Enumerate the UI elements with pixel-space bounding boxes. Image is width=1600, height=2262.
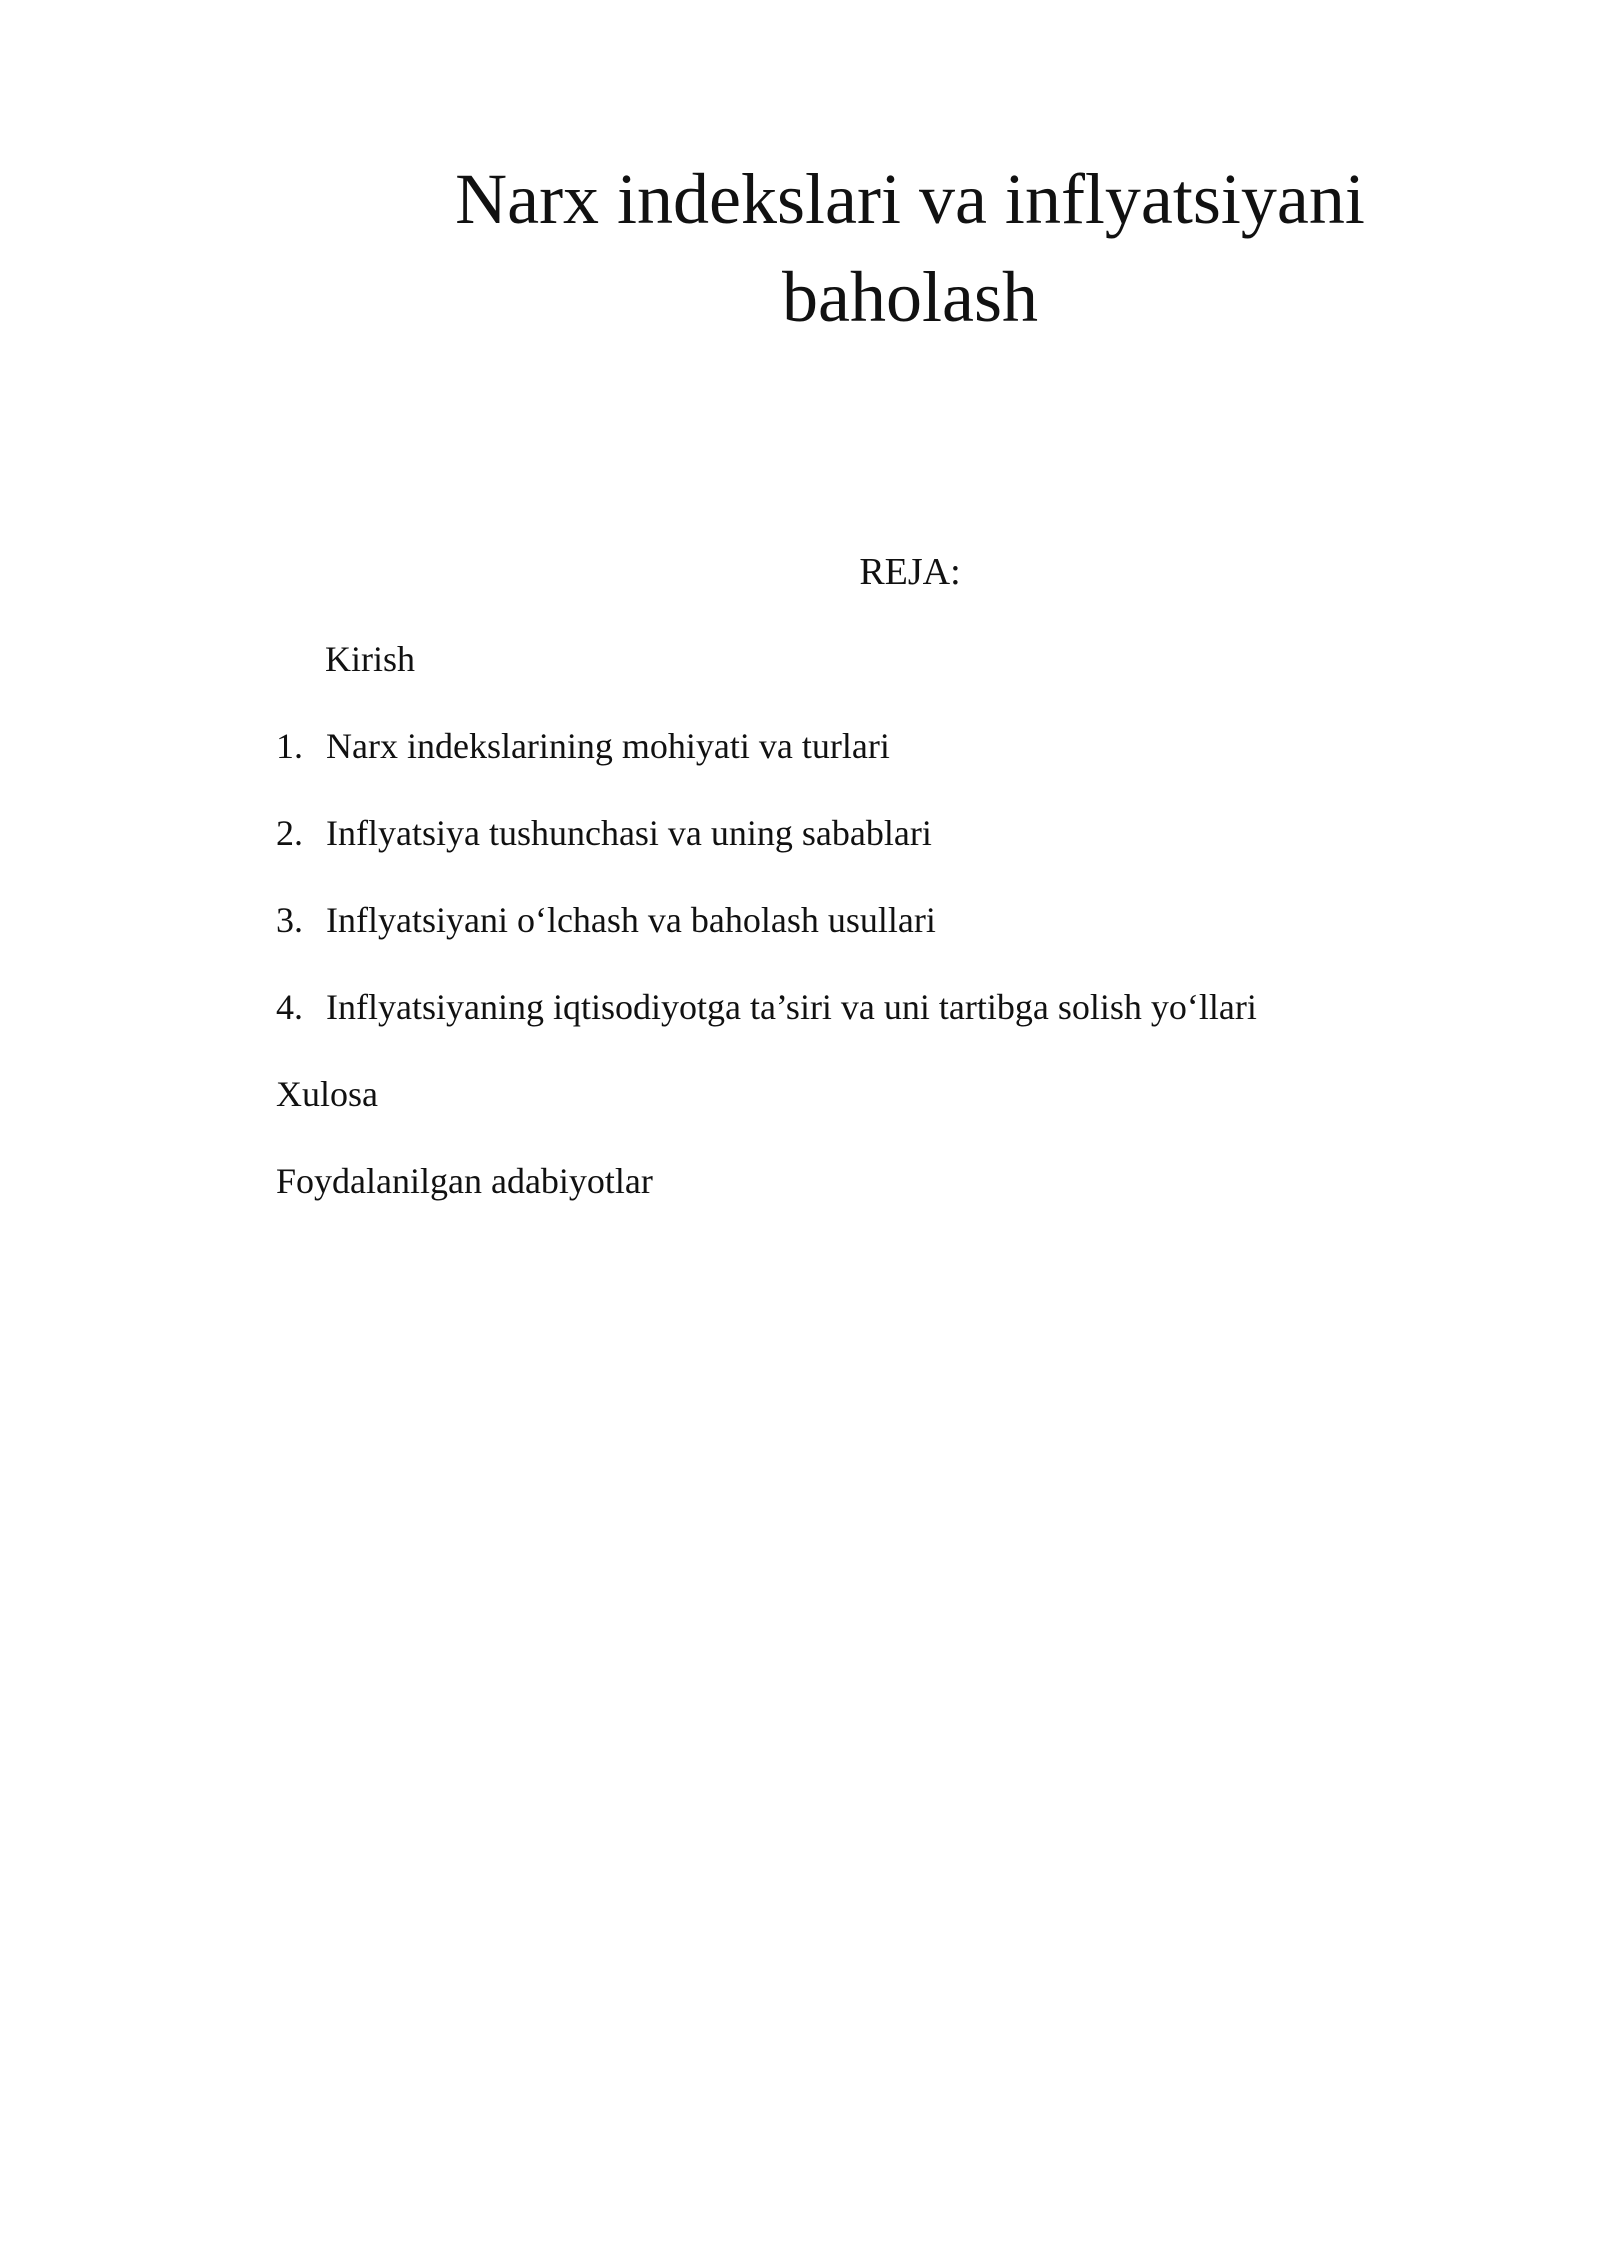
plan-item-text: Inflyatsiya tushunchasi va uning sabablari (326, 813, 932, 853)
plan-item-text: Narx indekslarining mohiyati va turlari (326, 726, 890, 766)
intro-item: Kirish (325, 639, 415, 679)
plan-item-number: 1. (276, 726, 303, 766)
references-item: Foydalanilgan adabiyotlar (276, 1161, 653, 1201)
plan-item-3 (276, 897, 936, 943)
plan-item-1 (276, 723, 890, 769)
plan-item-text: Inflyatsiyaning iqtisodiyotga ta’siri va uni tartibga solish yo‘llari (326, 987, 1257, 1027)
plan-item-text: Inflyatsiyani o‘lchash va baholash usullari (326, 900, 936, 940)
plan-item-number: 3. (276, 900, 303, 940)
plan-item-4 (276, 984, 1257, 1030)
plan-item-number: 2. (276, 813, 303, 853)
document-title: Narx indekslari va inflyatsiyani baholash (455, 159, 1365, 337)
conclusion-item: Xulosa (276, 1074, 378, 1114)
plan-item-number: 4. (276, 987, 303, 1027)
plan-heading: REJA: (859, 551, 961, 593)
plan-item-2 (276, 810, 932, 856)
